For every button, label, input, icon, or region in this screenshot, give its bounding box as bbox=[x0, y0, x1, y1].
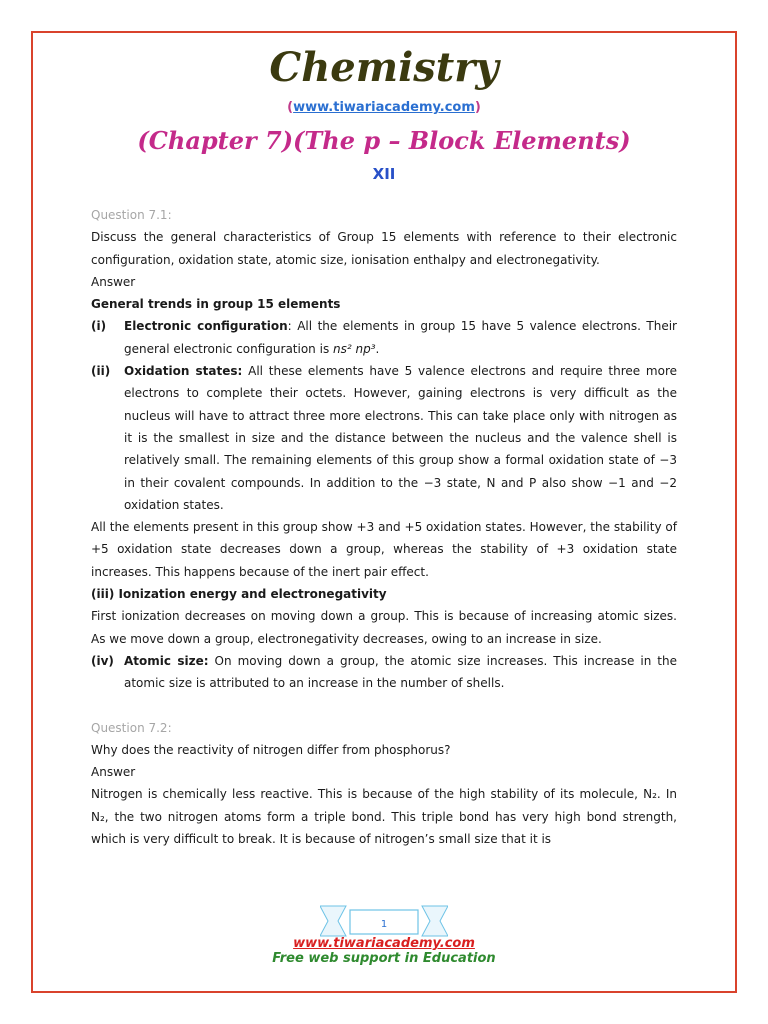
list-item bbox=[91, 360, 677, 516]
footer-tagline: Free web support in Education bbox=[272, 951, 496, 966]
answer-label: Answer bbox=[91, 274, 136, 289]
page-number: 1 bbox=[380, 919, 388, 930]
item-body bbox=[124, 650, 677, 695]
answer-label: Answer bbox=[91, 765, 136, 780]
item-formula: ns² np³ bbox=[333, 341, 376, 356]
list-item bbox=[91, 650, 677, 695]
question-label: Question 7.1: bbox=[91, 208, 172, 222]
question-text: Why does the reactivity of nitrogen differ from phosphorus? bbox=[91, 742, 451, 757]
question-text: Discuss the general characteristics of Group 15 elements with reference to their electronic configuration, oxidation state, atomic size, ionisation enthalpy and electronegativity. bbox=[91, 230, 677, 267]
site-link-line bbox=[0, 100, 768, 115]
paragraph: First ionization decreases on moving down a group. This is because of increasing atomic sizes. As we move down a group, electronegativity decreases, owing to an increase in size. bbox=[91, 609, 677, 646]
item-title: Atomic size: bbox=[124, 653, 209, 668]
paragraph: All the elements present in this group show +3 and +5 oxidation states. However, the stability of +5 oxidation state decreases down a group, whereas the stability of +3 oxidation state increases. This happens because of the inert pair effect. bbox=[91, 520, 677, 579]
class-label: XII bbox=[372, 165, 396, 183]
item-title: Oxidation states: bbox=[124, 364, 243, 379]
site-link[interactable]: www.tiwariacademy.com bbox=[293, 100, 475, 115]
item-number: (i) bbox=[91, 319, 107, 334]
item-number: (iv) bbox=[91, 653, 114, 668]
spacer bbox=[91, 695, 677, 717]
item-heading: (iii) Ionization energy and electronegativity bbox=[91, 587, 387, 602]
item-end: . bbox=[375, 341, 380, 356]
document-body bbox=[91, 204, 677, 850]
item-text: All these elements have 5 valence electrons and require three more electrons to complete their octets. However, gaining electrons is very difficult as the nucleus will have to attract three more electrons. This can take place only with nitrogen as it is the smallest in size and the distance between the nucleus and the valence shell is relatively small. The remaining elements of this group show a formal oxidation state of −3 in their covalent compounds. In addition to the −3 state, N and P also show −1 and −2 oxidation states. bbox=[124, 364, 678, 512]
footer-link[interactable]: www.tiwariacademy.com bbox=[293, 936, 475, 951]
item-text: On moving down a group, the atomic size increases. This increase in the atomic size is attributed to an increase in the number of shells. bbox=[124, 653, 677, 691]
list-item bbox=[91, 315, 677, 360]
item-number: (ii) bbox=[91, 364, 111, 379]
site-close-paren: ) bbox=[474, 100, 481, 115]
answer-text: Nitrogen is chemically less reactive. This is because of the high stability of its molecule, N₂. In N₂, the two nitrogen atoms form a triple bond. This triple bond has very high bond strength, which is very difficult to break. It is because of nitrogen’s small size that it is bbox=[91, 787, 677, 847]
question-label: Question 7.2: bbox=[91, 720, 172, 735]
section-heading: General trends in group 15 elements bbox=[91, 297, 341, 312]
item-text: : All the elements in group 15 have 5 valence electrons. Their general electronic configuration is bbox=[124, 319, 677, 356]
item-body bbox=[124, 360, 677, 516]
site-open-paren: ( bbox=[287, 100, 294, 115]
item-body bbox=[124, 315, 677, 360]
chapter-title: (Chapter 7)(The p – Block Elements) bbox=[137, 126, 631, 155]
document-title: Chemistry bbox=[269, 44, 499, 91]
item-title: Electronic configuration bbox=[124, 319, 288, 334]
